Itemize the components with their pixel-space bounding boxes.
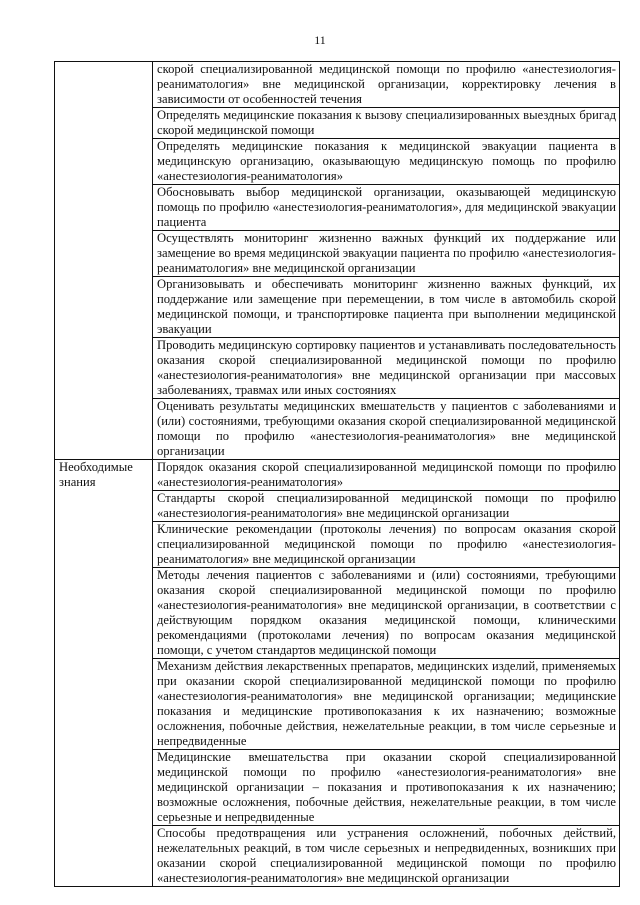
table-cell: Способы предотвращения или устранения осложнений, побочных действий, нежелательных реакций, в том числе серьезных и непредвиденных, возникших при оказании скорой специализированной медицинской помощи по профилю «анестезиология-реаниматология» вне медицинской организации: [153, 826, 620, 887]
table-cell: Оценивать результаты медицинских вмешательств у пациентов с заболеваниями и (или) состояниями, требующими оказания скорой специализированной медицинской помощи по профилю «анестезиология-реаниматология» вне медицинской организации: [153, 399, 620, 460]
table-cell: Обосновывать выбор медицинской организации, оказывающей медицинскую помощь по профилю «анестезиология-реаниматология», для медицинской эвакуации пациента: [153, 185, 620, 231]
table-cell: Стандарты скорой специализированной медицинской помощи по профилю «анестезиология-реаниматология» вне медицинской организации: [153, 491, 620, 522]
table-cell: Проводить медицинскую сортировку пациентов и устанавливать последовательность оказания скорой специализированной медицинской помощи по профилю «анестезиология-реаниматология» вне медицинской организации при массовых заболеваниях, травмах или иных состояниях: [153, 338, 620, 399]
requirements-table: [54, 61, 620, 887]
table-cell: Осуществлять мониторинг жизненно важных функций их поддержание или замещение во время медицинской эвакуации пациента по профилю «анестезиология-реаниматология» вне медицинской организации: [153, 231, 620, 277]
table-cell: скорой специализированной медицинской помощи по профилю «анестезиология-реаниматология» вне медицинской организации, корректировку лечения в зависимости от особенностей течения: [153, 62, 620, 108]
table-cell: Медицинские вмешательства при оказании скорой специализированной медицинской помощи по профилю «анестезиология-реаниматология» вне медицинской организации – показания и противопоказания к их назначению; возможные осложнения, побочные действия, нежелательные реакции, в том числе серьезные и непредвиденные: [153, 750, 620, 826]
table-cell: Клинические рекомендации (протоколы лечения) по вопросам оказания скорой специализированной медицинской помощи по профилю «анестезиология-реаниматология» вне медицинской организации: [153, 522, 620, 568]
table-cell: Методы лечения пациентов с заболеваниями и (или) состояниями, требующими оказания скорой специализированной медицинской помощи по профилю «анестезиология-реаниматология» вне медицинской организации, в соответствии с действующим порядком оказания медицинской помощи, клиническими рекомендациями (протоколами лечения) по вопросам оказания медицинской помощи, с учетом стандартов медицинской помощи: [153, 568, 620, 659]
section-label-required-knowledge: Необходимые знания: [55, 460, 153, 887]
table-cell: Механизм действия лекарственных препаратов, медицинских изделий, применяемых при оказании скорой специализированной медицинской помощи по профилю «анестезиология-реаниматология» вне медицинской организации; медицинские показания и медицинские противопоказания к их назначению; возможные осложнения, побочные действия, нежелательные реакции, в том числе серьезные и непредвиденные: [153, 659, 620, 750]
table-cell: Определять медицинские показания к медицинской эвакуации пациента в медицинскую организацию, оказывающую медицинскую помощь по профилю «анестезиология-реаниматология»: [153, 139, 620, 185]
page-number: 11: [314, 33, 326, 47]
table-row: [55, 460, 620, 491]
section-label-continued: [55, 62, 153, 460]
table-row: [55, 62, 620, 108]
table-cell: Организовывать и обеспечивать мониторинг жизненно важных функций, их поддержание или замещение при перемещении, в том числе в автомобиль скорой медицинской помощи, и транспортировке пациента при выполнении медицинской эвакуации: [153, 277, 620, 338]
table-cell: Порядок оказания скорой специализированной медицинской помощи по профилю «анестезиология-реаниматология»: [153, 460, 620, 491]
table-cell: Определять медицинские показания к вызову специализированных выездных бригад скорой медицинской помощи: [153, 108, 620, 139]
